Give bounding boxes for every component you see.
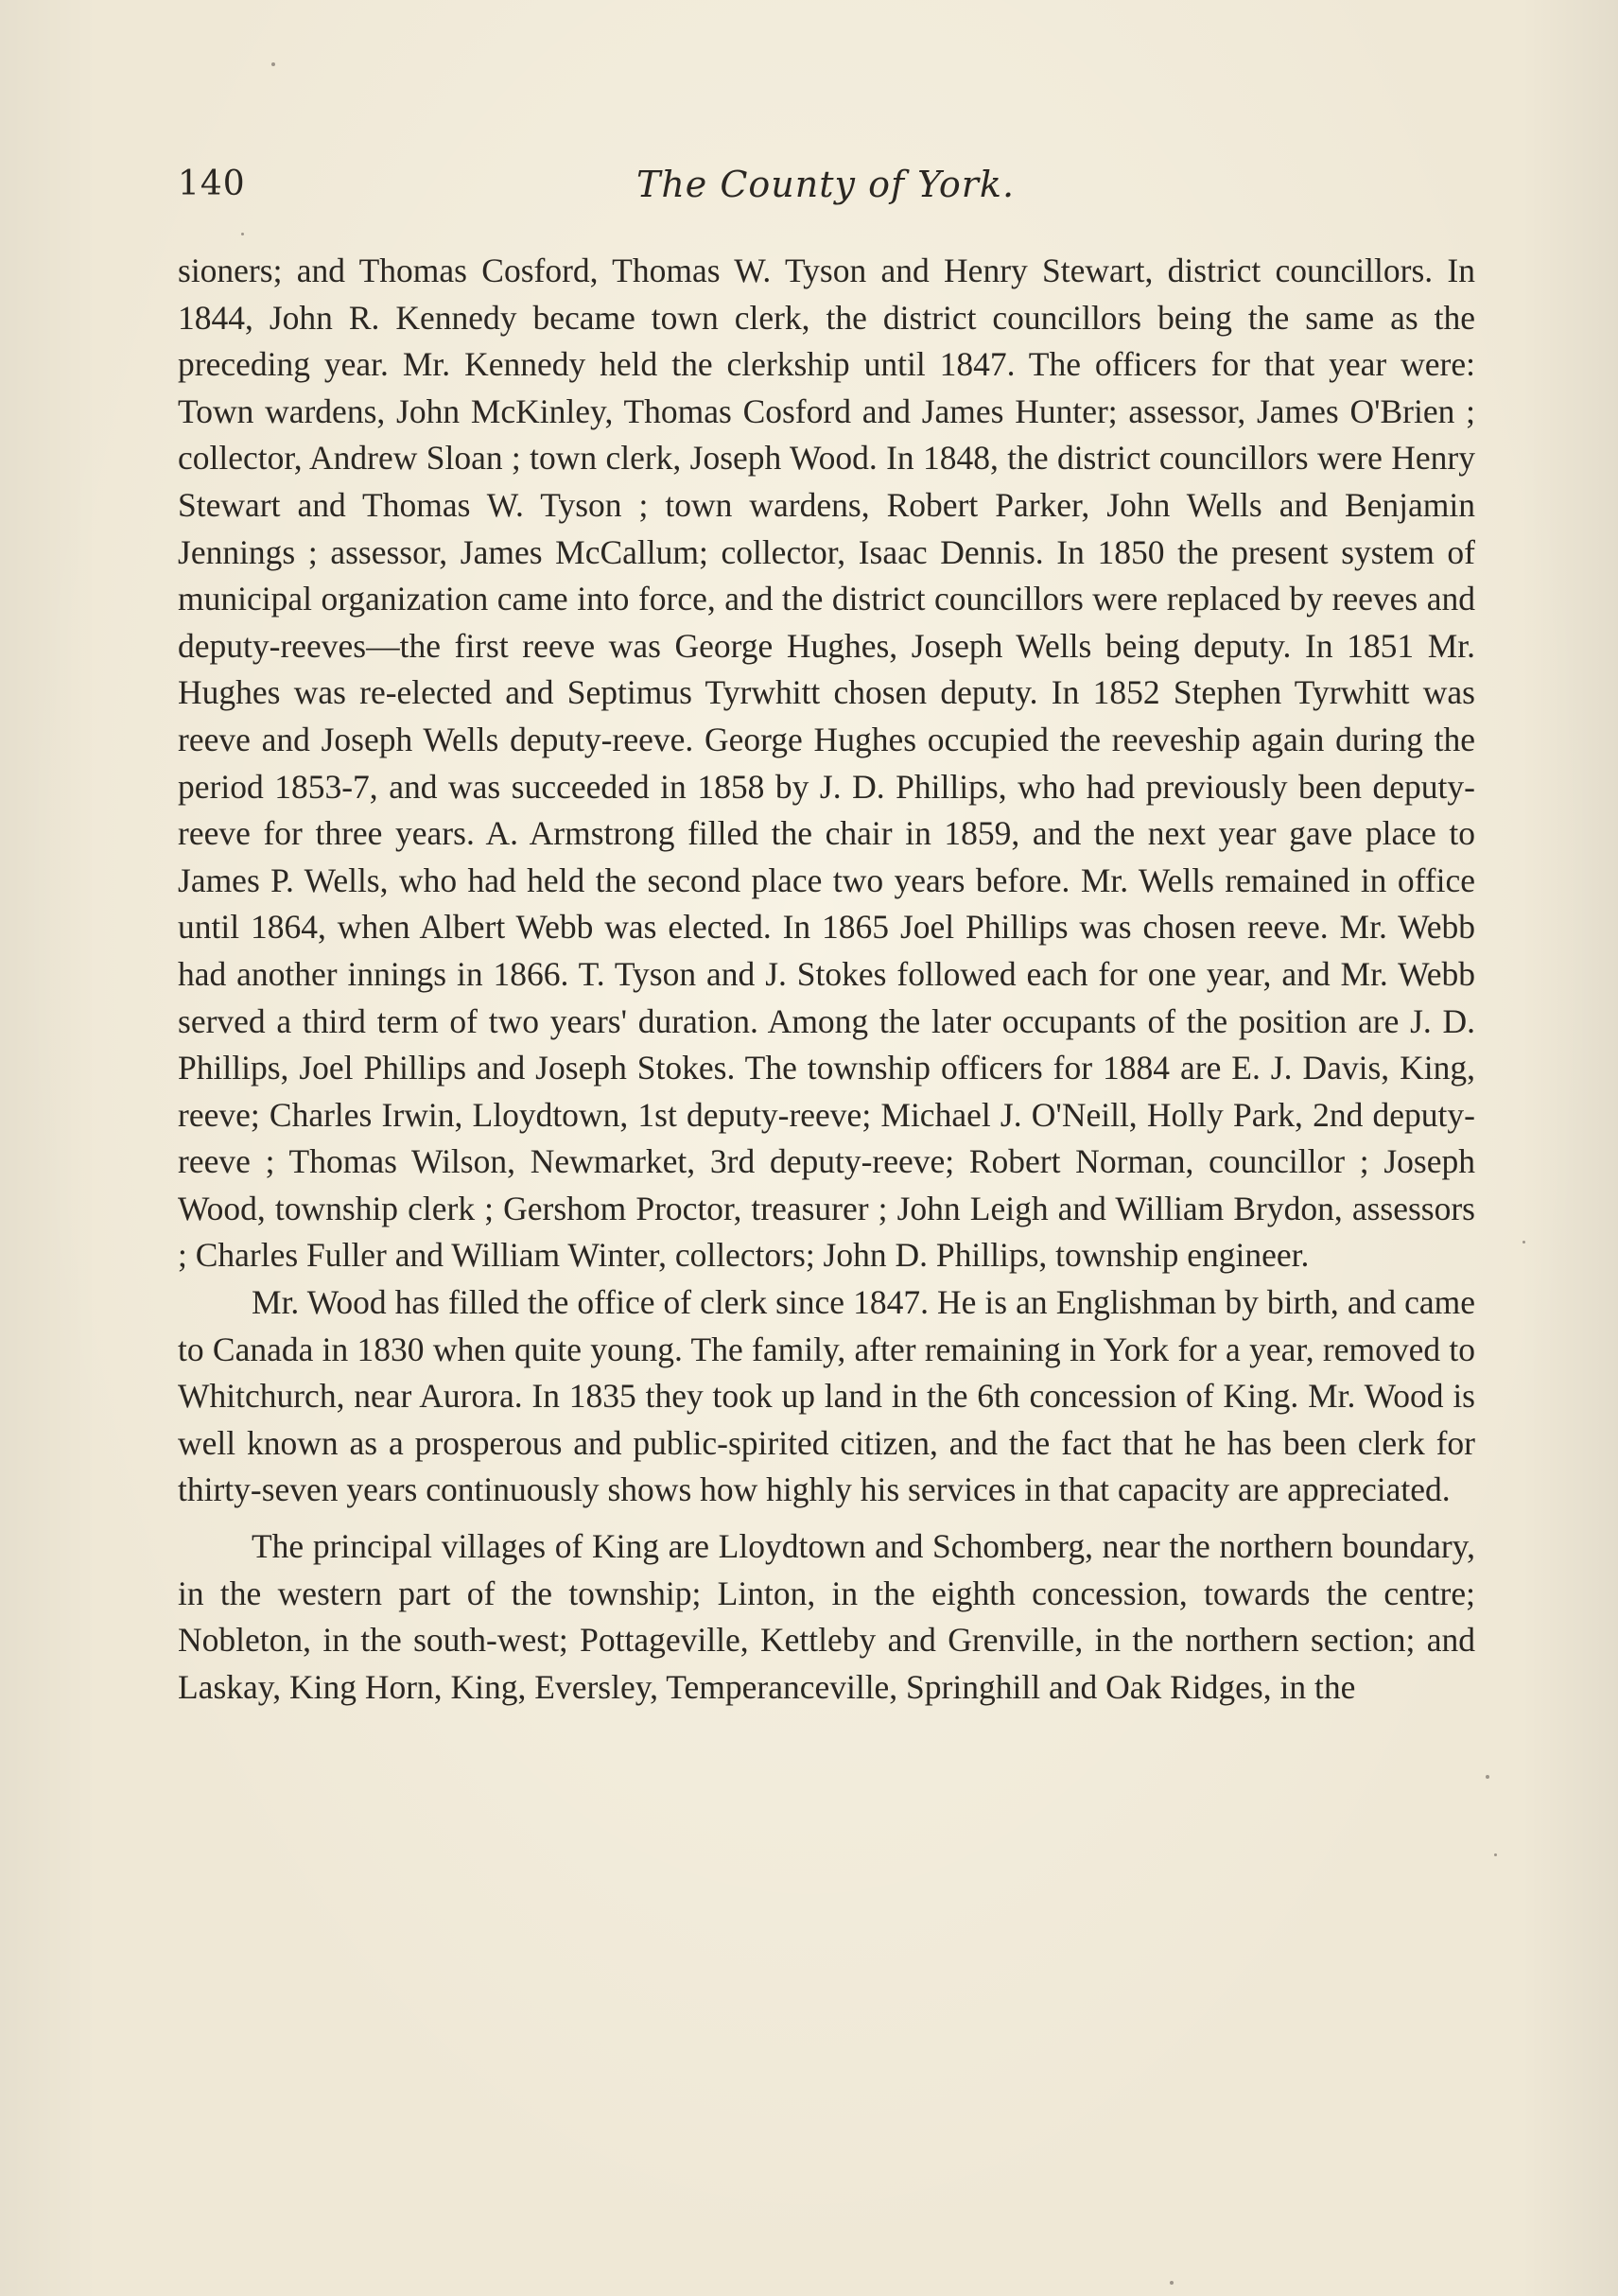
paper-speck: [1522, 1241, 1525, 1244]
paper-speck: [1486, 1775, 1489, 1779]
body-text: [178, 248, 1475, 1711]
paragraph-3: The principal villages of King are Lloydtown and Schomberg, near the northern boundary, in the western part of the township; Linton, in the eighth concession, towards the centre; Nobleton, in the south-west; Pottageville, Kettleby and Grenville, in the northern section; and Laskay, King Horn, King, Eversley, Temperanceville, Springhill and Oak Ridges, in the: [178, 1527, 1475, 1706]
paragraph-1: sioners; and Thomas Cosford, Thomas W. Tyson and Henry Stewart, district councillors. In 1844, John R. Kennedy became town clerk, the district councillors being the same as the preceding year. Mr. Kennedy held the clerkship until 1847. The officers for that year were: Town wardens, John McKinley, Thomas Cosford and James Hunter; assessor, James O'Brien ; collector, Andrew Sloan ; town clerk, Joseph Wood. In 1848, the district councillors were Henry Stewart and Thomas W. Tyson ; town wardens, Robert Parker, John Wells and Benjamin Jennings ; assessor, James McCallum; collector, Isaac Dennis. In 1850 the present system of municipal organization came into force, and the district councillors were replaced by reeves and deputy-reeves—the first reeve was George Hughes, Joseph Wells being deputy. In 1851 Mr. Hughes was re-elected and Septimus Tyrwhitt chosen deputy. In 1852 Stephen Tyrwhitt was reeve and Joseph Wells deputy-reeve. George Hughes occupied the reeveship again during the period 1853-7, and was succeeded in 1858 by J. D. Phillips, who had previously been deputy-reeve for three years. A. Armstrong filled the chair in 1859, and the next year gave place to James P. Wells, who had held the second place two years before. Mr. Wells remained in office until 1864, when Albert Webb was elected. In 1865 Joel Phillips was chosen reeve. Mr. Webb had another innings in 1866. T. Tyson and J. Stokes followed each for one year, and Mr. Webb served a third term of two years' duration. Among the later occupants of the position are J. D. Phillips, Joel Phillips and Joseph Stokes. The township officers for 1884 are E. J. Davis, King, reeve; Charles Irwin, Lloydtown, 1st deputy-reeve; Michael J. O'Neill, Holly Park, 2nd deputy-reeve ; Thomas Wilson, Newmarket, 3rd deputy-reeve; Robert Norman, councillor ; Joseph Wood, township clerk ; Gershom Proctor, treasurer ; John Leigh and William Brydon, assessors ; Charles Fuller and William Winter, collectors; John D. Phillips, township engineer.: [178, 252, 1475, 1275]
paper-speck: [271, 62, 275, 66]
paper-speck: [1494, 1853, 1497, 1856]
paragraph-2: Mr. Wood has filled the office of clerk since 1847. He is an Englishman by birth, and came to Canada in 1830 when quite young. The family, after remaining in York for a year, removed to Whitchurch, near Aurora. In 1835 they took up land in the 6th concession of King. Mr. Wood is well known as a prosperous and public-spirited citizen, and the fact that he has been clerk for thirty-seven years continuously shows how highly his services in that capacity are appreciated.: [178, 1283, 1475, 1509]
paper-speck: [241, 233, 244, 235]
page-number: 140: [178, 165, 246, 203]
running-title: The County of York.: [635, 164, 1016, 205]
paper-speck: [1170, 2281, 1174, 2285]
page-header: [178, 161, 1473, 217]
